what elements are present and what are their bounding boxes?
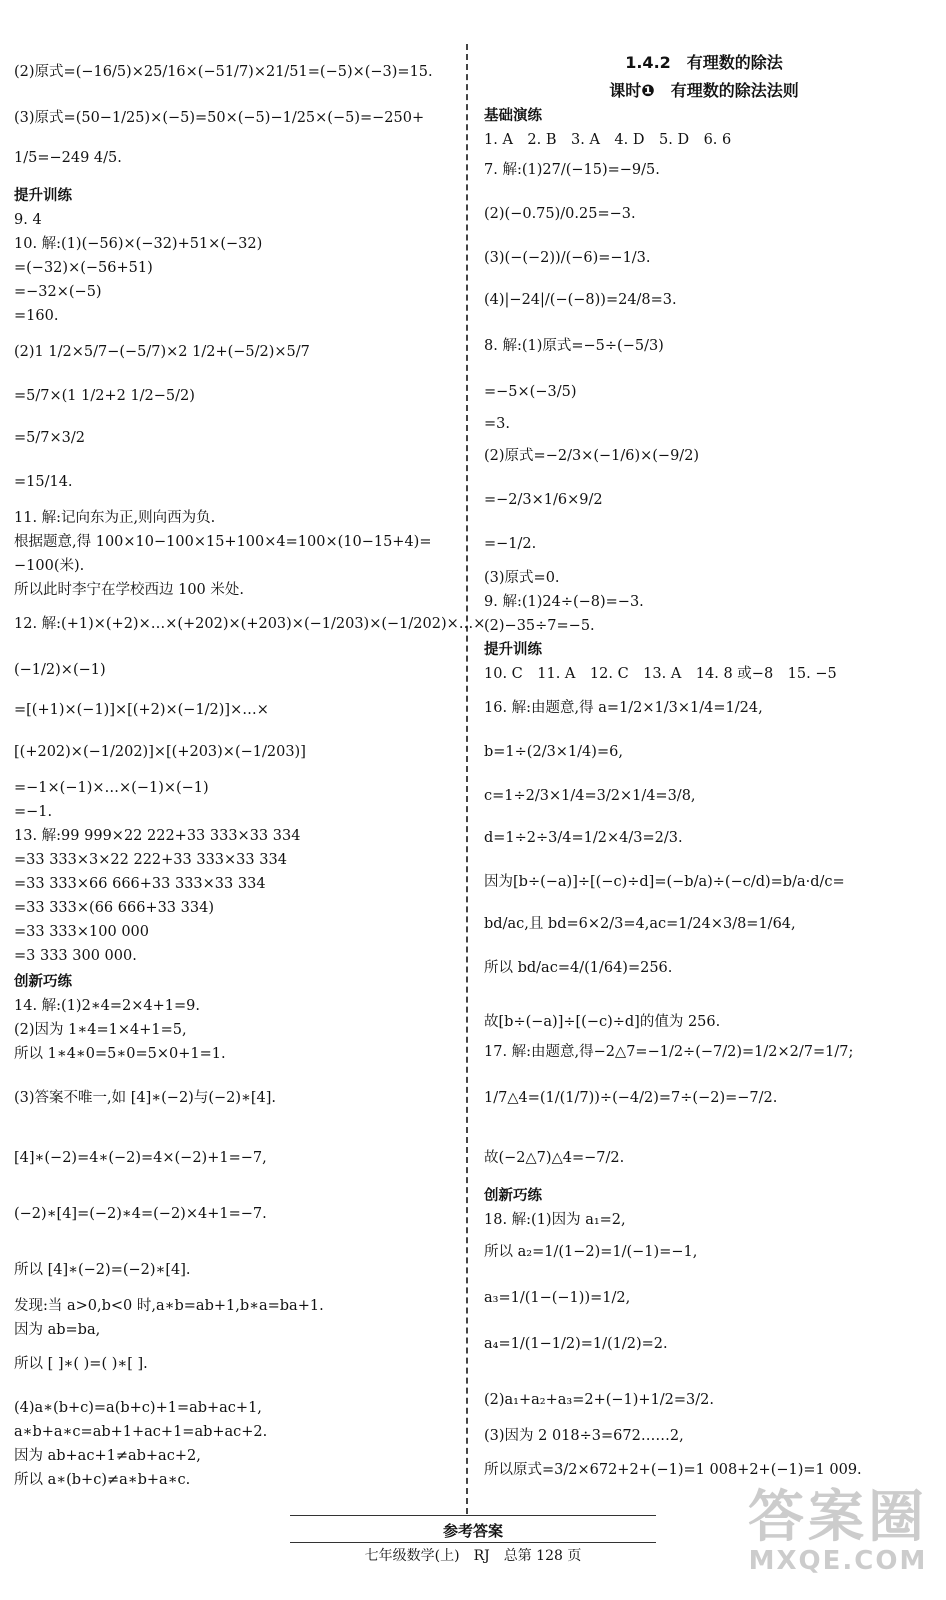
answer-line: =33 333×66 666+33 333×33 334: [14, 876, 266, 892]
answer-line: (−2)∗[4]=(−2)∗4=(−2)×4+1=−7.: [14, 1206, 267, 1222]
answer-line: 所以 [ ]∗( )=( )∗[ ].: [14, 1356, 148, 1372]
answer-line: 10. C 11. A 12. C 13. A 14. 8 或−8 15. −5: [484, 666, 837, 682]
answer-line: c=1÷2/3×1/4=3/2×1/4=3/8,: [484, 788, 696, 804]
answer-line: (2)(−0.75)/0.25=−3.: [484, 206, 636, 222]
section-heading: 创新巧练: [484, 1188, 542, 1204]
answer-line: =5/7×(1 1/2+2 1/2−5/2): [14, 388, 195, 404]
answer-line: (2)原式=(−16/5)×25/16×(−51/7)×21/51=(−5)×(−3)=15.: [14, 64, 433, 80]
section-heading: 基础演练: [484, 108, 542, 124]
answer-line: 因为 ab+ac+1≠ab+ac+2,: [14, 1448, 201, 1464]
answer-line: 所以 [4]∗(−2)=(−2)∗[4].: [14, 1262, 191, 1278]
lesson-title: 课时❶ 有理数的除法法则: [609, 81, 799, 100]
answer-line: (4)|−24|/(−(−8))=24/8=3.: [484, 292, 677, 308]
answer-line: =160.: [14, 308, 59, 324]
watermark-text: 答案圈: [748, 1485, 928, 1550]
answer-line: [(+202)×(−1/202)]×[(+203)×(−1/203)]: [14, 744, 306, 760]
answer-line: d=1÷2÷3/4=1/2×4/3=2/3.: [484, 830, 683, 846]
answer-line: (2)−35÷7=−5.: [484, 618, 595, 634]
answer-line: (−1/2)×(−1): [14, 662, 106, 678]
answer-line: (3)原式=0.: [484, 570, 560, 586]
answer-line: =−2/3×1/6×9/2: [484, 492, 603, 508]
answer-line: =−1/2.: [484, 536, 537, 552]
answer-line: 8. 解:(1)原式=−5÷(−5/3): [484, 338, 664, 354]
answer-line: 1/5=−249 4/5.: [14, 150, 122, 166]
answer-line: 所以 bd/ac=4/(1/64)=256.: [484, 960, 673, 976]
answer-line: 所以 1∗4∗0=5∗0=5×0+1=1.: [14, 1046, 226, 1062]
answer-line: 故(−2△7)△4=−7/2.: [484, 1150, 625, 1166]
answer-line: (4)a∗(b+c)=a(b+c)+1=ab+ac+1,: [14, 1400, 262, 1416]
answer-line: =−1×(−1)×…×(−1)×(−1): [14, 780, 209, 796]
answer-line: 根据题意,得 100×10−100×15+100×4=100×(10−15+4)=: [14, 534, 432, 550]
answer-line: 7. 解:(1)27/(−15)=−9/5.: [484, 162, 660, 178]
footer-rule-top: [290, 1515, 656, 1516]
answer-line: 17. 解:由题意,得−2△7=−1/2÷(−7/2)=1/2×2/7=1/7;: [484, 1044, 854, 1060]
answer-line: 13. 解:99 999×22 222+33 333×33 334: [14, 828, 301, 844]
answer-line: 11. 解:记向东为正,则向西为负.: [14, 510, 216, 526]
answer-line: =33 333×3×22 222+33 333×33 334: [14, 852, 287, 868]
answer-line: =−32×(−5): [14, 284, 102, 300]
answer-line: (3)因为 2 018÷3=672……2,: [484, 1428, 684, 1444]
answer-line: (2)1 1/2×5/7−(−5/7)×2 1/2+(−5/2)×5/7: [14, 344, 310, 360]
answer-line: 9. 4: [14, 212, 42, 228]
answer-line: 10. 解:(1)(−56)×(−32)+51×(−32): [14, 236, 263, 252]
answer-line: 所以原式=3/2×672+2+(−1)=1 008+2+(−1)=1 009.: [484, 1462, 862, 1478]
answer-line: 1. A 2. B 3. A 4. D 5. D 6. 6: [484, 132, 732, 148]
answer-line: 故[b÷(−a)]÷[(−c)÷d]的值为 256.: [484, 1014, 721, 1030]
watermark-url: MXQE.COM: [748, 1546, 928, 1576]
answer-line: 因为 ab=ba,: [14, 1322, 101, 1338]
answer-line: a∗b+a∗c=ab+1+ac+1=ab+ac+2.: [14, 1424, 268, 1440]
answer-line: (3)原式=(50−1/25)×(−5)=50×(−5)−1/25×(−5)=−250+: [14, 110, 425, 126]
answer-line: 12. 解:(+1)×(+2)×…×(+202)×(+203)×(−1/203)×(−1/202)×…×: [14, 616, 486, 632]
answer-line: (2)a₁+a₂+a₃=2+(−1)+1/2=3/2.: [484, 1392, 715, 1408]
answer-line: =3 333 300 000.: [14, 948, 137, 964]
answer-line: 所以 a₂=1/(1−2)=1/(−1)=−1,: [484, 1244, 698, 1260]
watermark-logo: [748, 1485, 928, 1576]
column-divider: [466, 44, 468, 1514]
answer-line: =3.: [484, 416, 510, 432]
answer-line: 所以此时李宁在学校西边 100 米处.: [14, 582, 245, 598]
section-heading: 提升训练: [14, 188, 72, 204]
section-title: 1.4.2 有理数的除法: [625, 53, 783, 72]
answer-line: (2)原式=−2/3×(−1/6)×(−9/2): [484, 448, 700, 464]
answer-line: (3)答案不唯一,如 [4]∗(−2)与(−2)∗[4].: [14, 1090, 277, 1106]
answer-line: bd/ac,且 bd=6×2/3=4,ac=1/24×3/8=1/64,: [484, 916, 796, 932]
answer-line: a₄=1/(1−1/2)=1/(1/2)=2.: [484, 1336, 668, 1352]
answer-line: 所以 a∗(b+c)≠a∗b+a∗c.: [14, 1472, 191, 1488]
section-heading: 创新巧练: [14, 974, 72, 990]
answer-line: 9. 解:(1)24÷(−8)=−3.: [484, 594, 644, 610]
answer-line: (2)因为 1∗4=1×4+1=5,: [14, 1022, 187, 1038]
answer-line: [4]∗(−2)=4∗(−2)=4×(−2)+1=−7,: [14, 1150, 267, 1166]
answer-line: =15/14.: [14, 474, 73, 490]
answer-line: =(−32)×(−56+51): [14, 260, 153, 276]
answer-line: =33 333×100 000: [14, 924, 149, 940]
answer-line: b=1÷(2/3×1/4)=6,: [484, 744, 623, 760]
answer-line: =33 333×(66 666+33 334): [14, 900, 214, 916]
answer-line: a₃=1/(1−(−1))=1/2,: [484, 1290, 631, 1306]
answer-line: =5/7×3/2: [14, 430, 85, 446]
footer-rule-mid: [290, 1542, 656, 1543]
section-heading: 提升训练: [484, 642, 542, 658]
answer-line: =−1.: [14, 804, 53, 820]
answer-line: 发现:当 a>0,b<0 时,a∗b=ab+1,b∗a=ba+1.: [14, 1298, 324, 1314]
footer-title: 参考答案: [442, 1522, 503, 1540]
answer-line: 16. 解:由题意,得 a=1/2×1/3×1/4=1/24,: [484, 700, 763, 716]
footer-subtitle: 七年级数学(上) RJ 总第 128 页: [364, 1548, 582, 1564]
answer-line: 18. 解:(1)因为 a₁=2,: [484, 1212, 626, 1228]
answer-line: 因为[b÷(−a)]÷[(−c)÷d]=(−b/a)÷(−c/d)=b/a·d/c=: [484, 874, 845, 890]
answer-line: =−5×(−3/5): [484, 384, 577, 400]
answer-line: =[(+1)×(−1)]×[(+2)×(−1/2)]×…×: [14, 702, 269, 718]
answer-line: −100(米).: [14, 558, 85, 574]
answer-line: 14. 解:(1)2∗4=2×4+1=9.: [14, 998, 201, 1014]
answer-line: (3)(−(−2))/(−6)=−1/3.: [484, 250, 651, 266]
answer-line: 1/7△4=(1/(1/7))÷(−4/2)=7÷(−2)=−7/2.: [484, 1090, 778, 1106]
